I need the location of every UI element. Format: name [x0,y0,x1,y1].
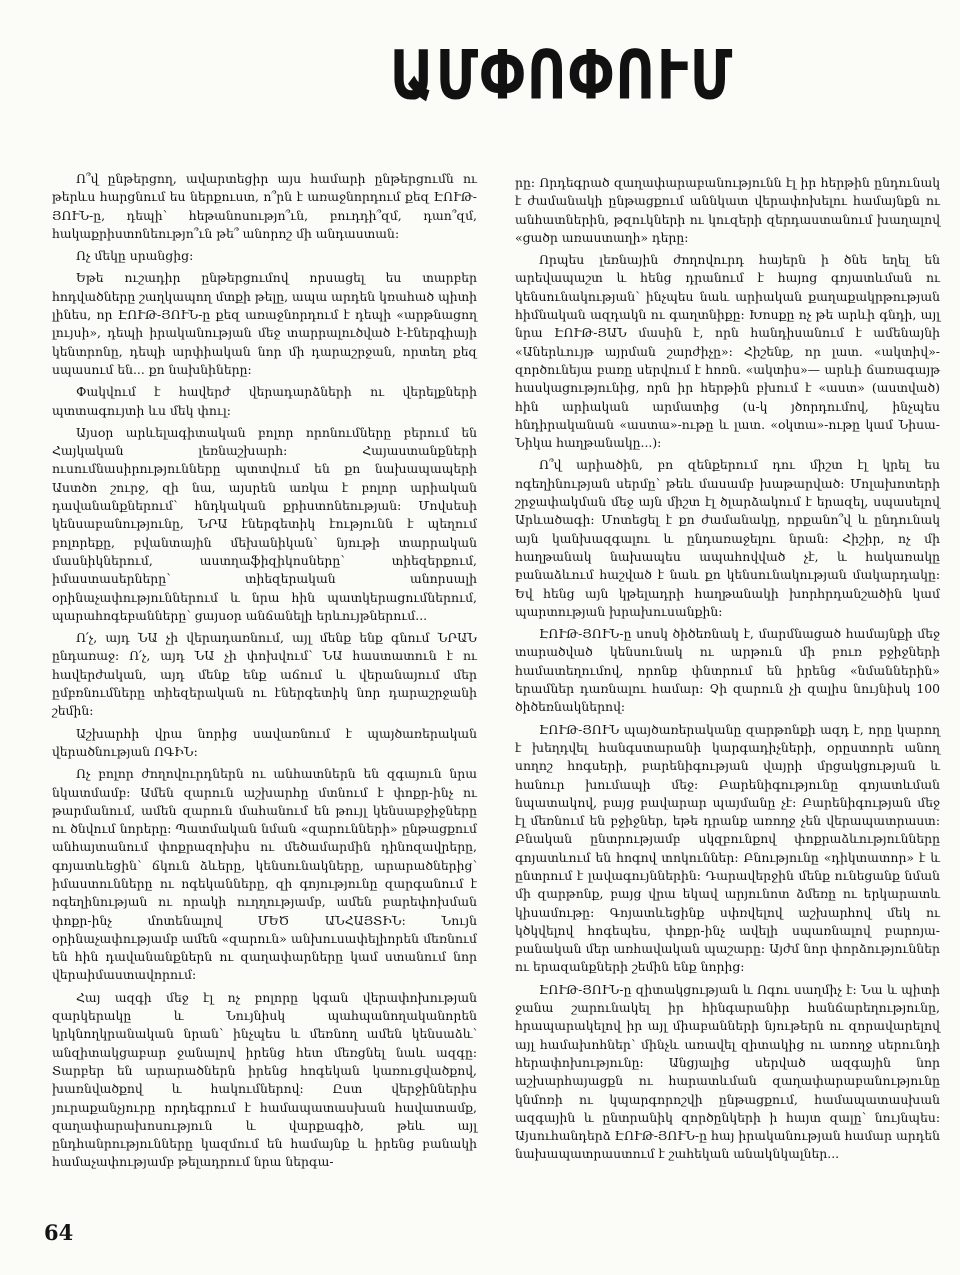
page-number: 64 [44,1220,74,1245]
paragraph: ԷՈՒԹ-ՅՈՒՆ-ը սոսկ ծիծեռնակ է, մարմնացած համայնքի մեջ տարածված կենսունակ ու արթուն մի բուռ բջիջների համատեղումով, որոնք փնտրում են իրենց «նմաններին» երամներ դառնալու համար: Չի զարուն չի զալիս նույնիսկ 100 ծիծեռնակներով: [515,626,940,715]
right-column [515,174,940,1168]
paragraph: Այսօր արևելագիտական բոլոր որոնումները բերում են Հայկական լեռնաշխարհ: Հայաստանքների ուսումնասիրությունները պտտվում են քո նախապապերի Աստծո շուրջ, զի նա, այսրեն առկա է բոլոր արիական դավանանքներում՝ հնդկական քրիստոնեության: Մովսեսի կենսաբանությունը, ՆՐԱ էներգետիկ էությունն է պեղում բոլորեքը, բվանտային մեխանիկան՝ նյութի տարրական մասնիկներում, աստղաֆիզիկոսները՝ տիեզերքում, իմաստասերները՝ տիեզերական անորսալի օրինաչափություններում և նրա հին պատկերացումներում, պարահոգեբանները՝ ցայսօր անճանելի երևույթներում... [52,424,477,623]
paragraph: Ոչ մեկը սրանցից: [76,248,194,264]
page-title: ԱՄՓՈՓՈՒՄ [390,36,735,115]
paragraph: Եթե ուշադիր ընթերցումով որսացել ես տարբեր հոդվածները շաղկապող մտքի թելը, ապա արդեն կռահած պիտի լինես, որ ԷՈՒԹ-ՅՈՒՆ-ը քեզ առաջնորդում է դեպի «արթնացող լույսի», դեպի իրականության մեջ տարրալուծված է-էներգիայի կենտրոնը, դեպի արփիական նոր մի դարաշրջան, որտեղ քեզ սպասում են... քո նախնիները: [52,270,477,377]
paragraph: րը: Որդեգրած զաղափարաբանությունն էլ իր հերթին ընդունակ է ժամանակի ընթացքում աննկատ վերափոխելու համայնքն ու անհատներին, թզուկների ու կուզերի զերդաստանում խաղալով «ցածր առաստաղի» դերը: [515,175,940,245]
left-column [52,170,477,1176]
paragraph: Ոչ բոլոր ժողովուրդներն ու անհատներն են զգայուն նրա նկատմամբ: Ամեն զարուն աշխարհը մտնում է փոքր-ինչ ու թարմանում, ամեն զարուն մահանում են թույլ կենսաբջիջները ու ծնվում նորերը: Պատմական նման «զարունների» ընթացքում անհայտանում փոքրազոխիս ու մեծամարմին դինոզավրերը, գոյատևեցին՝ ճկուն ձևերը, կենսունակները, արարածներից՝ իմաստունները ու ոգեկանները, զի գոյությունը զարգանում է ոգեղինության ու որակի ուղղությամբ, ամեն բարեփոխման փոքր-ինչ մոտենալով ՄԵԾ ԱՆՀԱՅՏԻՆ: Նույն օրինաչափությամբ ամեն «զարուն» անխուսափելիորեն մեռնում են հին դավանանքներն ու զաղափարները կամ ստանում նոր վերաիմաստավորում: [52,766,477,983]
paragraph: ԷՈՒԹ-ՅՈՒՆ-ը զիտակցության և Ոգու սաղմիչ է: Նա և պիտի ջանա շարունակել իր հինգարանիր հանճարեղությունը, հրապարակելով իր այլ միաբանների նյութերն ու զորավարելով այլ համախոհներ՝ մինչև առավել զիտակից ու առողջ սերունդի հերափոխությունը: Անցյալից սերված ազգային նոր աշխարհայացքն ու հարատևման զաղափարաբանությունը կնմոռի ու կպարգորոշվի ընթացքում, համապատասխան ազգային և ընտրանիկ զործընկերի ի հայտ զալը՝ նույնպես: Այսուհանդերձ ԷՈՒԹ-ՅՈՒՆ-ը հայ իրականության համար արդեն նախապատրաստում է շահեկան անակնկալներ... [515,981,940,1162]
paragraph: Փակվում է հավերժ վերադարձների ու վերելքների պտտագույտի ևս մեկ փուլ: [52,384,477,418]
paragraph: Ո՞վ արիածին, բո զենքերում դու միշտ էլ կրել ես ոգեղինության սերմը՝ թեև մասամբ խաթարված: Մոլախոտերի շրջափակման մեջ այն միշտ էլ ծլարձակում է երազել, սպասելով Արևածագի: Մոտեցել է քո ժամանակը, որքանո՞վ և ընդունակ այն կանխազգալու և ընդառաջելու նրան: Հիշիր, ոչ մի հաղթանակ նախապես ապահովված չէ, և հակառակը բանաձևում հաշված է նաև քո կենսունակության մակարդակը: Եվ հենց այն կթելադրի հաղթանակի խորհրդանշածին կամ պարտության խրախուսանքին: [515,457,940,619]
paragraph: ԷՈՒԹ-ՅՈՒՆ պայծառերականը զարթոնքի ազդ է, որը կարող է խեղդվել հանգստարանի կարգադիչների, օրըստորե անող սողոշ հոգսերի, բարենիգության վայրի մրցակցության և հանուր խումապի մեջ: Բարենիգությունը գոյատևման նպատակով, բայց բավարար պայմանը չէ: Բարենիգության մեջ էլ մեռնում են բջիջներ, եթե դրանք առողջ չեն վերապատրաստ: Բնական ընտրությամբ սկզբունքով փոքրաձևությունները գոյատևում են հոգով տոկուններ: Բնությունը «դիկտատոր» է և ընտրում է լավագույններին: Դարավերջին մենք ունեցանք նման մի զարթոնք, բայց վրա եկավ արյունոտ ձմեռը ու երկարատև կիսամութը: Գոյատևեցինք սփռվելով աշխարհով մեկ ու կծկվելով հոգեպես, փոքր-ինչ ավելի սպառնալով բարոյա-բանական մեր առհավական պաշարը: Այժմ նոր փորձություններ ու երազանքների շեմին ենք նորից: [515,721,940,975]
paragraph: Աշխարհի վրա նորից սավառնում է պայծառերական վերածնության ՈԳԻՆ: [52,725,477,759]
paragraph: Որպես լեռնային ժողովուրդ հայերն ի ծնե եղել են արեվապաշտ և հենց դրանում է հայոց գոյատևման ու կենսունակության՝ ինչպես նաև արիական քաղաքակրթության հիմնական ազդակն ու գաղտնիքը: Խոսքը ոչ թե արևի գնդի, այլ նրա ԷՈՒԹ-ՅԱՆ մասին է, որն հանդիսանում է ամենայնի «Աներևույթ այրման շարժիչը»: Հիշենք, որ լատ. «ակտիվ»-զործունեյա բառը սերվում է հոռն. «ակտիս»— արևի ճառագայթ հասկացությունից, որն իր հերթին բխում է «աստ» (աստված) հին արիական արմատից (ս-կ յծորդումով, ինչպես հնդիրականան «աստա»-ութը և լատ. «օկտա»-ութը կամ Նիսա-Նիկա հաղթանակը...): [515,252,940,451]
paragraph: Ո՛չ, այդ ՆԱ չի վերադառնում, այլ մենք ենք գնում ՆՐԱՆ ընդառաջ: Ո՛չ, այդ ՆԱ չի փոխվում՝ ՆԱ հաստատուն է ու հավերժական, այդ մենք ենք աճում և վերանայում մեր ըմբռնումները տիեզերական ու էներգետիկ նոր դարաշրջանի շեմին: [52,630,477,719]
paragraph: Հայ ազգի մեջ էլ ոչ բոլորը կգան վերափոխության զարկերակը և Նույնիսկ պահպանողականորեն կրկնողկրանական նրան՝ ինչպես և մեռնող ամեն կենսաձև՝ անզիտակցաբար ջանալով իրենց հետ մեռցնել նաև ազգը: Տարբեր են արարածներն իրենց հոգեկան կառուցվածքով, խառնվածքով և հակումներով: Ըստ վերջիններիս յուրաքանչյուրը որդեգրում է համապատասխան հավատամք, զաղափարախոսություն և վարքագիծ, թեև այլ ընդհանրությունները կազմում են համայնք և իրենց բանակի համաչափությամբ թելադրում նրա ներգա- [52,989,477,1170]
paragraph: Ո՞վ ընթերցող, ավարտեցիր այս համարի ընթերցումն ու թերևս հարցնում ես ներքուստ, ո՞րն է առաջնորդում քեզ ԷՈՒԹ-ՅՈՒՆ-ը, դեպի՝ հեթանոսությո՞ւն, բուդդի՞զմ, դաո՞զմ, հակաքրիստոնեությո՞ւն թե՞ անորոշ մի անդաստան: [52,171,477,241]
